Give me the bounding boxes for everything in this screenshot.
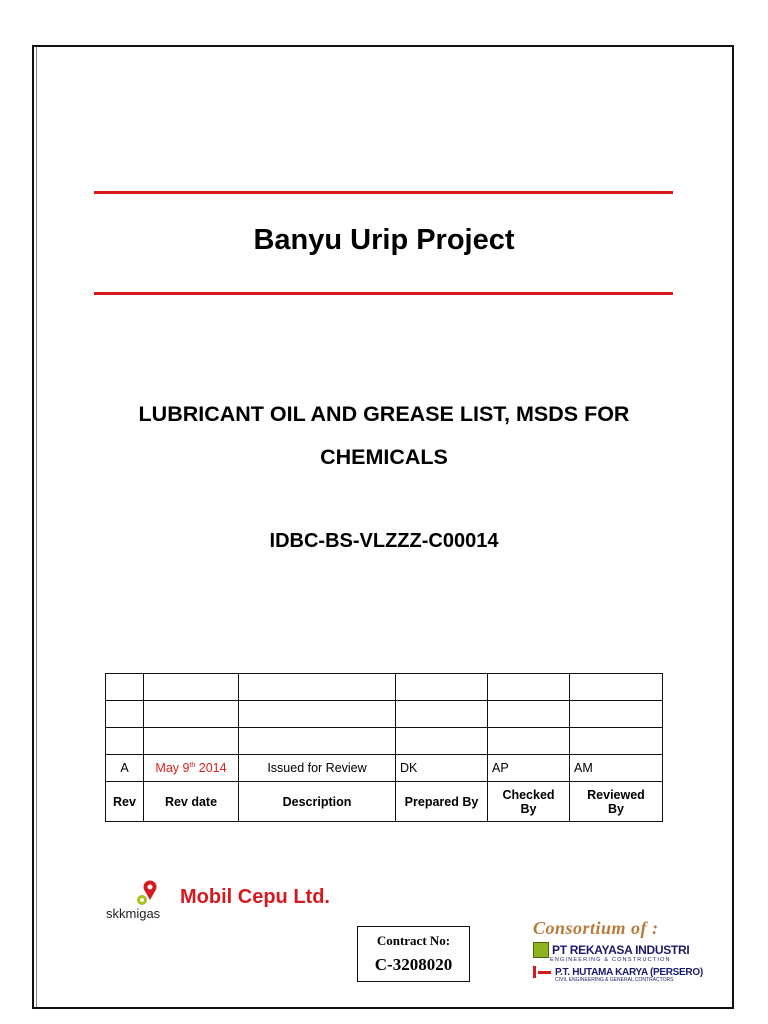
mobil-cepu-logo-text: Mobil Cepu Ltd.: [180, 886, 330, 908]
revision-table: [105, 673, 663, 822]
rev-date-year: 2014: [195, 761, 227, 775]
rev-date-suffix: th: [189, 761, 196, 769]
consortium-logo: [533, 918, 705, 996]
header-rev-date: Rev date: [144, 782, 239, 822]
top-red-rule: [94, 191, 673, 194]
hutama-karya-logo-icon: [533, 966, 551, 978]
hutama-karya-name: P.T. HUTAMA KARYA (PERSERO): [555, 966, 703, 978]
table-cell: [106, 674, 144, 701]
table-cell: [106, 701, 144, 728]
header-reviewed-by: Reviewed By: [570, 782, 663, 822]
page-border: [32, 45, 734, 1009]
document-title: [60, 393, 708, 479]
header-rev: Rev: [106, 782, 144, 822]
table-cell: [570, 728, 663, 755]
contract-box: [357, 926, 470, 982]
table-row-rev-a: [106, 755, 663, 782]
table-cell: [396, 701, 488, 728]
table-row: [106, 728, 663, 755]
table-cell: [488, 701, 570, 728]
rev-cell: A: [106, 755, 144, 782]
consortium-title: Consortium of :: [533, 918, 659, 938]
table-cell: [106, 728, 144, 755]
table-cell: [144, 674, 239, 701]
header-description: Description: [239, 782, 396, 822]
contract-number: C-3208020: [374, 955, 453, 974]
table-row: [106, 674, 663, 701]
table-cell: [239, 701, 396, 728]
rekayasa-name: PT REKAYASA INDUSTRI: [552, 943, 690, 957]
reviewed-by-cell: AM: [570, 755, 663, 782]
rekayasa-subtitle: ENGINEERING & CONSTRUCTION: [550, 957, 671, 963]
document-title-line-1: LUBRICANT OIL AND GREASE LIST, MSDS FOR: [138, 402, 630, 426]
document-number: IDBC-BS-VLZZZ-C00014: [269, 530, 499, 552]
table-header-row: [106, 782, 663, 822]
table-cell: [144, 728, 239, 755]
table-cell: [396, 674, 488, 701]
document-title-line-2: CHEMICALS: [320, 445, 448, 469]
rev-date-cell: [144, 755, 239, 782]
table-cell: [144, 701, 239, 728]
table-cell: [396, 728, 488, 755]
checked-by-cell: AP: [488, 755, 570, 782]
table-cell: [570, 674, 663, 701]
prepared-by-cell: DK: [396, 755, 488, 782]
rev-date-month-day: May 9: [155, 761, 190, 775]
table-cell: [239, 728, 396, 755]
table-cell: [570, 701, 663, 728]
partner-rekayasa: [533, 942, 705, 958]
hutama-karya-subtitle: CIVIL ENGINEERING & GENERAL CONTRACTORS: [555, 977, 674, 983]
bottom-red-rule: [94, 292, 673, 295]
project-title: Banyu Urip Project: [253, 224, 515, 256]
description-cell: Issued for Review: [239, 755, 396, 782]
rekayasa-logo-icon: [533, 942, 549, 958]
contract-label: Contract No:: [376, 933, 451, 948]
table-cell: [488, 674, 570, 701]
table-row: [106, 701, 663, 728]
table-cell: [488, 728, 570, 755]
header-prepared-by: Prepared By: [396, 782, 488, 822]
table-cell: [239, 674, 396, 701]
header-checked-by: Checked By: [488, 782, 570, 822]
skkmigas-label: skkmigas: [106, 906, 161, 921]
